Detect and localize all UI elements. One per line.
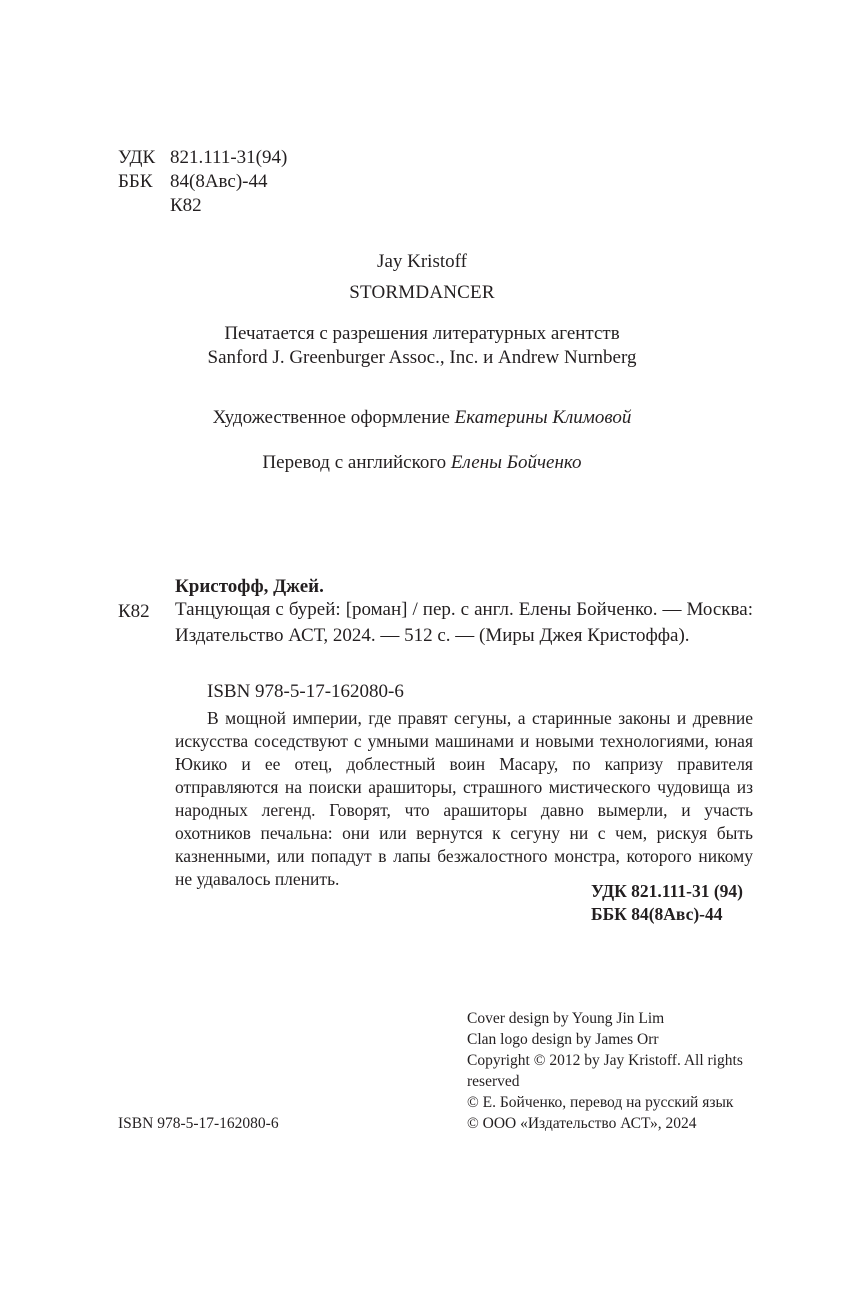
udk-label: УДК xyxy=(118,147,156,168)
isbn-bottom: ISBN 978-5-17-162080-6 xyxy=(118,1115,279,1132)
card-isbn: ISBN 978-5-17-162080-6 xyxy=(207,681,404,702)
udk-row xyxy=(118,146,287,170)
card-udk: УДК 821.111-31 (94) xyxy=(591,881,743,901)
original-title: STORMDANCER xyxy=(349,282,495,303)
author-mark-row xyxy=(118,194,287,218)
design-credit xyxy=(0,406,844,430)
card-description-text: Танцующая с бурей: [роман] / пер. с англ. Елены Бойченко. — Москва: Издательство АСТ, 2024. — 512 с. — (Миры Джея Кристоффа). xyxy=(175,599,753,646)
card-author: Кристофф, Джей. xyxy=(175,576,324,597)
bbk-value: 84(8Авс)-44 xyxy=(170,171,268,192)
design-label: Художественное оформление xyxy=(212,407,450,428)
publisher-copyright: © ООО «Издательство АСТ», 2024 xyxy=(467,1115,697,1132)
author-mark: К82 xyxy=(170,195,202,216)
classification-codes xyxy=(118,146,287,218)
bbk-row xyxy=(118,170,287,194)
udk-value: 821.111-31(94) xyxy=(170,147,288,168)
translation-copyright: © Е. Бойченко, перевод на русский язык xyxy=(467,1094,734,1111)
copyright-line: Copyright © 2012 by Jay Kristoff. All rights reserved xyxy=(467,1052,743,1090)
card-description xyxy=(175,597,753,648)
design-name: Екатерины Климовой xyxy=(454,407,632,428)
logo-credit: Clan logo design by James Orr xyxy=(467,1031,659,1048)
card-bbk: ББК 84(8Авс)-44 xyxy=(591,904,723,924)
card-code: К82 xyxy=(118,601,150,622)
cover-credit: Cover design by Young Jin Lim xyxy=(467,1010,665,1027)
translation-name: Елены Бойченко xyxy=(450,452,582,473)
translation-credit xyxy=(0,451,844,475)
translation-label: Перевод с английского xyxy=(262,452,447,473)
permission-line-1: Печатается с разрешения литературных агентств xyxy=(224,323,620,344)
permission-line-2: Sanford J. Greenburger Assoc., Inc. и Andrew Nurnberg xyxy=(207,347,637,368)
original-author: Jay Kristoff xyxy=(377,251,467,272)
bbk-label: ББК xyxy=(118,171,153,192)
card-annotation: В мощной империи, где правят сегуны, а старинные законы и древние искусства соседствуют с умными машинами и новыми технологиями, юная Юкико и ее отец, доблестный воин Масару, по капризу правителя отправляются на поиски арашиторы, страшного мистического чудовища из народных легенд. Говорят, что арашиторы давно вымерли, и участь охотников печальна: они или вернутся к сегуну ни с чем, рискуя быть казненными, или попадут в лапы безжалостного монстра, которого никому не удавалось пленить. xyxy=(175,708,753,889)
credits-block xyxy=(467,1008,757,1134)
